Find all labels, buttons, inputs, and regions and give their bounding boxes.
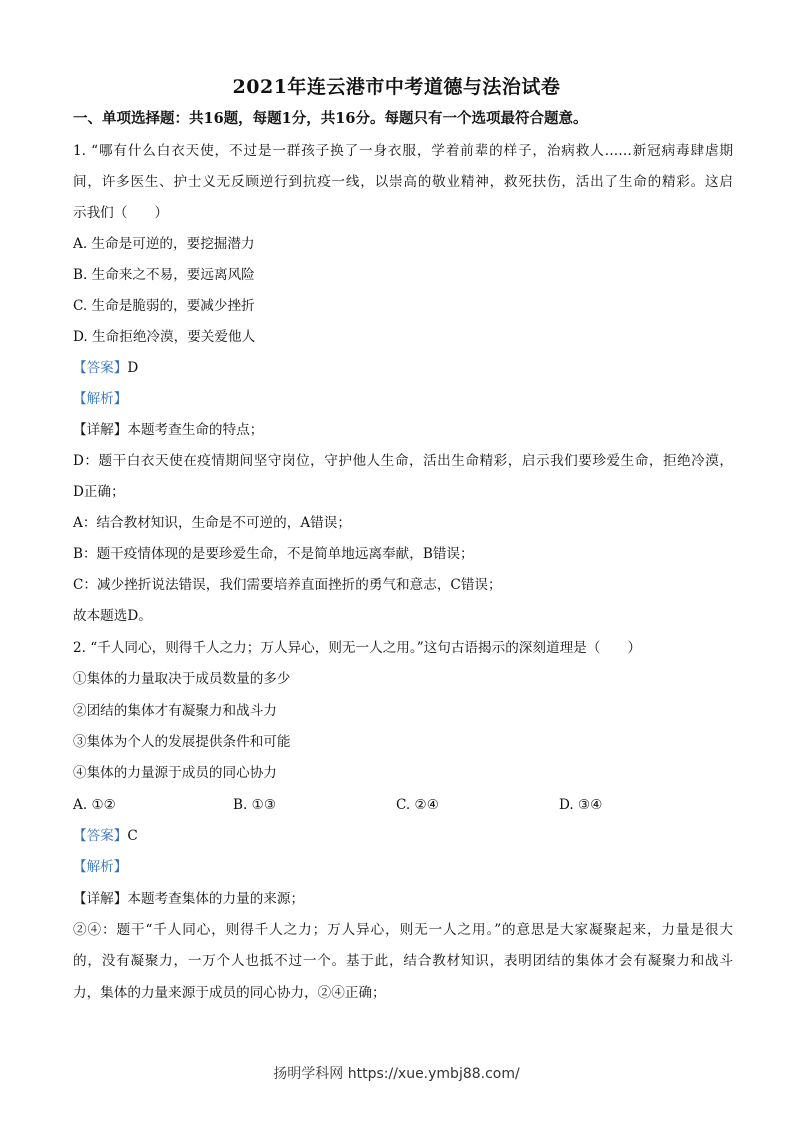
- q2-answer: [73, 827, 733, 845]
- answer-tag: 【答案】: [73, 360, 128, 376]
- q1-d-explanation: D：题干白衣天使在疫情期间坚守岗位，守护他人生命，活出生命精彩，启示我们要珍爱生命，拒绝冷漠，: [73, 453, 733, 469]
- q2-option-d: D. ③④: [559, 797, 603, 813]
- q2-option-c: C. ②④: [396, 797, 439, 813]
- q2-explanation-line-2: 的，没有凝聚力，一万个人也抵不过一个。基于此，结合教材知识，表明团结的集体才会有凝聚力和战斗: [73, 953, 733, 969]
- q2-option-a: A. ①②: [73, 797, 116, 813]
- q1-stem-line-2: 间，许多医生、护士义无反顾逆行到抗疫一线，以崇高的敬业精神，救死扶伤，活出了生命的精彩。这启: [73, 174, 733, 190]
- q2-statement-1: ①集体的力量取决于成员数量的多少: [73, 671, 291, 687]
- analysis-tag: 【解析】: [73, 859, 128, 875]
- q1-c-explanation: C：减少挫折说法错误，我们需要培养直面挫折的勇气和意志，C错误；: [73, 577, 502, 593]
- q1-d-explanation-cont: D正确；: [73, 484, 125, 500]
- footer-watermark: 扬明学科网 https://xue.ymbj88.com/: [273, 1066, 520, 1082]
- q1-stem-line-1: 1. “哪有什么白衣天使，不过是一群孩子换了一身衣服，学着前辈的样子，治病救人……新冠病毒肆虐期: [73, 143, 733, 159]
- q2-statement-4: ④集体的力量源于成员的同心协力: [73, 765, 277, 781]
- q1-conclusion: 故本题选D。: [73, 608, 152, 624]
- detail-text: 本题考查生命的特点；: [127, 422, 264, 438]
- q1-option-b: B. 生命来之不易，要远离风险: [73, 267, 255, 283]
- q1-detail: [73, 421, 733, 439]
- q2-analysis: [73, 858, 733, 876]
- q2-explanation-line-1: ②④：题干“千人同心，则得千人之力；万人异心，则无一人之用。”的意思是大家凝聚起来，力量是很大: [73, 922, 733, 938]
- answer-value: D: [127, 360, 139, 376]
- q1-option-a: A. 生命是可逆的，要挖掘潜力: [73, 236, 255, 252]
- page-title: 2021年连云港市中考道德与法治试卷: [232, 76, 561, 98]
- detail-tag: 【详解】: [73, 422, 128, 438]
- q1-b-explanation: B：题干疫情体现的是要珍爱生命，不是简单地远离奉献，B错误；: [73, 546, 474, 562]
- q2-detail: [73, 890, 733, 908]
- q2-option-b: B. ①③: [233, 797, 277, 813]
- detail-text: 本题考查集体的力量的来源；: [127, 891, 305, 907]
- q1-answer: [73, 359, 733, 377]
- q1-option-d: D. 生命拒绝冷漠，要关爱他人: [73, 329, 256, 345]
- q2-statement-3: ③集体为个人的发展提供条件和可能: [73, 734, 291, 750]
- q2-explanation-line-3: 力，集体的力量来源于成员的同心协力，②④正确；: [73, 985, 386, 1001]
- q2-stem: 2. “千人同心，则得千人之力；万人异心，则无一人之用。”这句古语揭示的深刻道理是（ ）: [73, 640, 642, 656]
- detail-tag: 【详解】: [73, 891, 128, 907]
- q1-option-c: C. 生命是脆弱的，要减少挫折: [73, 298, 255, 314]
- answer-value: C: [127, 828, 138, 844]
- q1-analysis: [73, 390, 733, 408]
- answer-tag: 【答案】: [73, 828, 128, 844]
- q1-a-explanation: A：结合教材知识，生命是不可逆的，A错误；: [73, 515, 351, 531]
- section-heading: 一、单项选择题：共16题，每题1分，共16分。每题只有一个选项最符合题意。: [73, 110, 588, 127]
- analysis-tag: 【解析】: [73, 391, 128, 407]
- q2-statement-2: ②团结的集体才有凝聚力和战斗力: [73, 703, 277, 719]
- q1-stem-line-3: 示我们（ ）: [73, 205, 169, 221]
